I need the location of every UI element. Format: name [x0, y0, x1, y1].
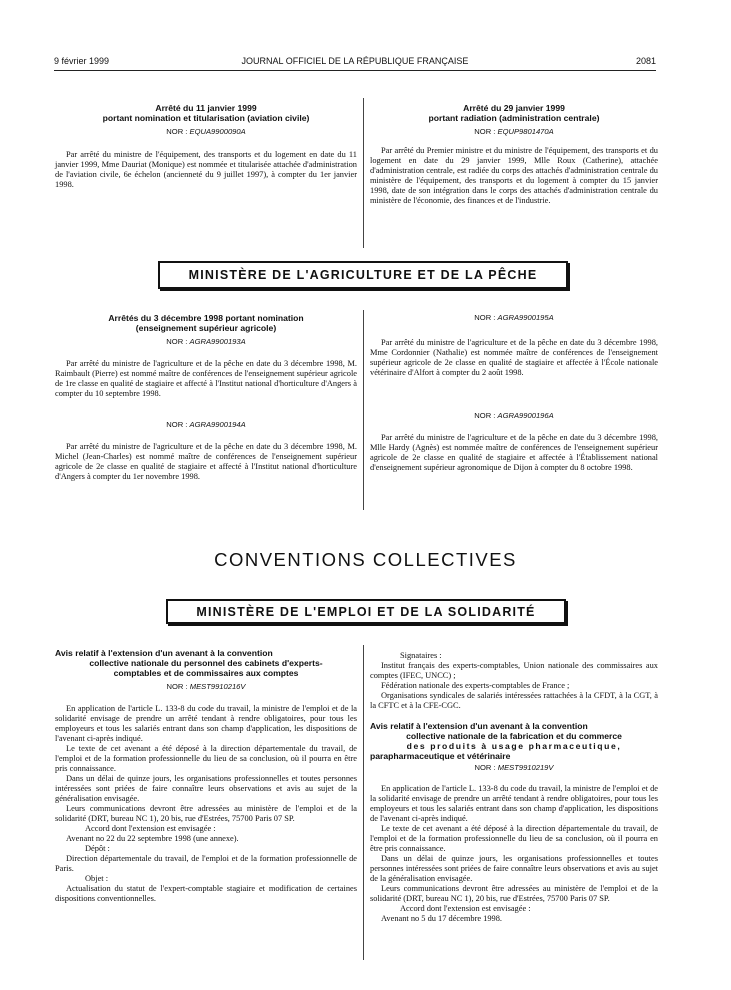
article-subtitle: portant nomination et titularisation (aviation civile): [102, 113, 310, 123]
article-body: Par arrêté du ministre de l'équipement, des transports et du logement en date du 11 janvier 1999, Mme Dauriat (Monique) est nommée et titularisée attachée d'administration de l'aviation civile, 6e échelon (ancienneté du 9 juillet 1997), à compter du 1er janvier 1998.: [55, 150, 357, 189]
avis-paragraph: Dépôt :: [85, 844, 110, 853]
article-title: Arrêtés du 3 décembre 1998 portant nomination: [108, 313, 304, 323]
header-page-number: 2081: [635, 56, 656, 66]
signataire-item: Organisations syndicales de salariés intéressées rattachées à la CFDT, à la CGT, à la CFTC et à la CFE-CGC.: [370, 691, 658, 710]
header-date: 9 février 1999: [54, 56, 110, 66]
signataire-item: Institut français des experts-comptables, Union nationale des commissaires aux comptes (IFEC, UNCC) ;: [370, 661, 658, 680]
article-body: Par arrêté du ministre de l'agriculture et de la pêche en date du 3 décembre 1998, Mme Cordonnier (Nathalie) est nommée maître de conférences de l'enseignement supérieur agricole de 2e classe en qualité de stagiaire et affectée à l'École nationale vétérinaire d'Alfort à compter du 2 août 1998.: [370, 338, 658, 377]
nor-reference: NOR : EQUA9900090A: [166, 127, 246, 136]
nor-reference: NOR : MEST9910216V: [166, 682, 246, 691]
avis-title-line: comptables et de commissaires aux comptes: [113, 668, 299, 678]
column-divider-top: [363, 98, 364, 248]
header-journal-title: JOURNAL OFFICIEL DE LA RÉPUBLIQUE FRANÇAISE: [241, 56, 469, 66]
avis-paragraph: Accord dont l'extension est envisagée :: [400, 904, 531, 913]
avis-paragraph: Objet :: [85, 874, 109, 883]
article-title: Arrêté du 29 janvier 1999: [463, 103, 565, 113]
avis-paragraph: Direction départementale du travail, de l'emploi et de la formation professionnelle de Paris.: [55, 854, 357, 873]
nor-reference: NOR : MEST9910219V: [474, 763, 554, 772]
article-title: Arrêté du 11 janvier 1999: [155, 103, 257, 113]
header-rule: [54, 70, 656, 71]
avis-paragraph: Accord dont l'extension est envisagée :: [85, 824, 216, 833]
avis-experts-comptables: [55, 648, 357, 904]
avis-title-line: collective nationale du personnel des cabinets d'experts-: [89, 658, 323, 668]
avis-title-line: des produits à usage pharmaceutique,: [406, 741, 622, 751]
nor-reference: NOR : AGRA9900193A: [166, 337, 246, 346]
avis-paragraph: Avenant no 5 du 17 décembre 1998.: [381, 914, 503, 923]
avis-title-line: Avis relatif à l'extension d'un avenant à la convention: [370, 721, 588, 731]
avis-paragraph: En application de l'article L. 133-8 du code du travail, la ministre de l'emploi et de la solidarité envisage de prendre un arrêté tendant à rendre obligatoires, pour tous les employeurs et tous les salariés entrant dans son champ d'application, les dispositions de l'avenant ci-après indiqué.: [370, 784, 658, 823]
article-subtitle: (enseignement supérieur agricole): [135, 323, 277, 333]
avis-paragraph: Le texte de cet avenant a été déposé à la direction départementale du travail, de l'emploi et de la formation professionnelle du lieu de sa conclusion, où il pourra en être pris connaissance.: [370, 824, 658, 853]
page-header: [54, 56, 656, 70]
avis-paragraph: Le texte de cet avenant a été déposé à la direction départementale du travail, de l'emploi et de la formation professionnelle du lieu de sa conclusion, où il pourra en être pris connaissance.: [55, 744, 357, 773]
avis-paragraph: Dans un délai de quinze jours, les organisations professionnelles et toutes personnes intéressées sont priées de faire connaître leurs observations et avis au sujet de la généralisation envisagée.: [55, 774, 357, 803]
nor-reference: NOR : AGRA9900195A: [474, 313, 554, 322]
article-body: Par arrêté du ministre de l'agriculture et de la pêche en date du 3 décembre 1998, M. Raimbault (Pierre) est nommé maître de conférences de l'enseignement supérieur agricole de 1re classe en qualité de stagiaire et affecté à l'Institut national d'horticulture d'Angers à compter du 10 septembre 1998.: [55, 359, 357, 398]
avis-paragraph: Actualisation du statut de l'expert-comptable stagiaire et modification de certaines dispositions conventionnelles.: [55, 884, 357, 903]
signataires-label: Signataires :: [400, 651, 442, 660]
article-body: Par arrêté du ministre de l'agriculture et de la pêche en date du 3 décembre 1998, Mlle Hardy (Agnès) est nommée maître de conférences de l'enseignement supérieur agricole de 2e classe en qualité de stagiaire et affectée à l'Établissement national d'enseignement supérieur agronomique de Dijon à compter du 8 octobre 1998.: [370, 433, 658, 472]
section-title: CONVENTIONS COLLECTIVES: [214, 549, 517, 570]
nor-reference: NOR : AGRA9900196A: [474, 411, 554, 420]
avis-paragraph: En application de l'article L. 133-8 du code du travail, la ministre de l'emploi et de la solidarité envisage de prendre un arrêté tendant à rendre obligatoires, pour tous les employeurs et tous les salariés entrant dans son champ d'application, les dispositions de l'avenant ci-après indiqué.: [55, 704, 357, 743]
article-subtitle: portant radiation (administration centrale): [428, 113, 600, 123]
signataire-item: Fédération nationale des experts-comptables de France ;: [381, 681, 570, 690]
avis-produits-pharmaceutiques: [370, 651, 658, 924]
article-enseignement-agricole: [55, 313, 357, 482]
article-aviation-civile: [55, 103, 357, 190]
column-divider-bottom: [363, 645, 364, 960]
article-enseignement-agricole-suite: [370, 313, 658, 473]
ministry-heading-agriculture: MINISTÈRE DE L'AGRICULTURE ET DE LA PÊCHE: [158, 261, 568, 289]
avis-title-line: parapharmaceutique et vétérinaire: [370, 751, 511, 761]
avis-title-line: Avis relatif à l'extension d'un avenant à la convention: [55, 648, 273, 658]
nor-reference: NOR : AGRA9900194A: [166, 420, 246, 429]
avis-title-line: collective nationale de la fabrication et du commerce: [406, 731, 622, 741]
nor-reference: NOR : EQUP9801470A: [474, 127, 554, 136]
avis-paragraph: Leurs communications devront être adressées au ministère de l'emploi et de la solidarité (DRT, bureau NC 1), 20 bis, rue d'Estrées, 75700 Paris 07 SP.: [55, 804, 357, 823]
article-body: Par arrêté du Premier ministre et du ministre de l'équipement, des transports et du logement en date du 29 janvier 1999, Mlle Roux (Catherine), attachée d'administration centrale, est radiée du corps des attachés d'administration centrale du ministère de l'équipement, des transports et du logement à compter du 15 janvier 1998, date de son intégration dans le corps des attachés d'administration centrale du ministère de l'économie, des finances et de l'industrie.: [370, 146, 658, 205]
article-administration-centrale: [370, 103, 658, 206]
column-divider-middle: [363, 310, 364, 510]
avis-paragraph: Leurs communications devront être adressées au ministère de l'emploi et de la solidarité (DRT, bureau NC 1), 20 bis, rue d'Estrées, 75700 Paris 07 SP.: [370, 884, 658, 903]
avis-paragraph: Avenant no 22 du 22 septembre 1998 (une annexe).: [66, 834, 239, 843]
avis-paragraph: Dans un délai de quinze jours, les organisations professionnelles et toutes personnes intéressées sont priées de faire connaître leurs observations et avis au sujet de la généralisation envisagée.: [370, 854, 658, 883]
ministry-heading-emploi: MINISTÈRE DE L'EMPLOI ET DE LA SOLIDARITÉ: [166, 599, 566, 624]
article-body: Par arrêté du ministre de l'agriculture et de la pêche en date du 3 décembre 1998, M. Michel (Jean-Charles) est nommé maître de conférences de l'enseignement supérieur agricole de 2e classe en qualité de stagiaire et affecté à l'Institut national d'horticulture d'Angers à compter du 1er novembre 1998.: [55, 442, 357, 481]
